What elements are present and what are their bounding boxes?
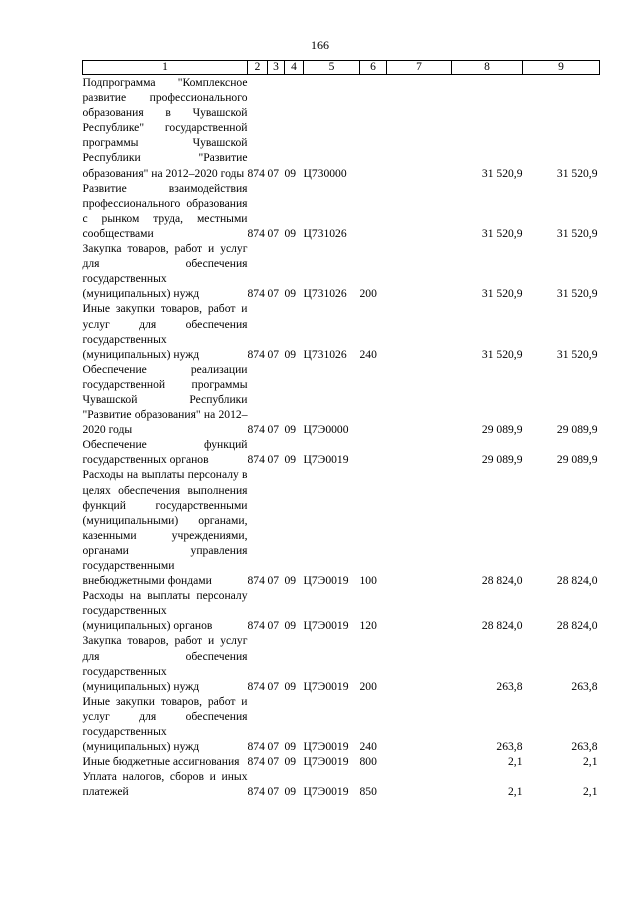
- table-header-row: [83, 61, 600, 75]
- subsection-code: 09: [284, 679, 297, 693]
- expense-type-code: 200: [359, 679, 377, 693]
- section-code: 07: [267, 755, 280, 769]
- ministry-code: 874: [247, 287, 265, 301]
- amount-column-8: 28 824,0: [481, 574, 523, 588]
- table-row: [83, 754, 600, 769]
- column-7-value: [387, 588, 452, 633]
- column-7-value: [387, 301, 452, 361]
- column-header: 6: [360, 61, 387, 75]
- expense-type-code: 850: [359, 785, 377, 799]
- item-name: Расходы на выплаты персоналу в целях обеспечения выполнения функций государственными (муниципальными) органами, казенными учреждениями, органами управления государственными внебюджетными фондами: [82, 468, 248, 588]
- column-header: 4: [285, 61, 304, 75]
- column-7-value: [387, 362, 452, 437]
- section-code: 07: [267, 619, 280, 633]
- page-number: 166: [311, 38, 329, 52]
- subsection-code: 09: [284, 347, 297, 361]
- subsection-code: 09: [284, 619, 297, 633]
- target-article-code: Ц7Э0019: [303, 740, 349, 754]
- expense-type-code: 240: [359, 740, 377, 754]
- amount-column-8: 31 520,9: [481, 226, 523, 240]
- target-article-code: Ц7Э0019: [303, 679, 349, 693]
- amount-column-9: 31 520,9: [556, 226, 598, 240]
- item-name: Подпрограмма "Комплексное развитие профессионального образования в Чувашской Республике" государственной программы Чувашской Республики "Развитие образования" на 2012–2020 годы: [82, 76, 248, 180]
- amount-column-9: 2,1: [583, 755, 598, 769]
- amount-column-8: 31 520,9: [481, 287, 523, 301]
- item-name: Обеспечение реализации государственной программы Чувашской Республики "Развитие образования" на 2012–2020 годы: [82, 362, 248, 437]
- table-row: [83, 75, 600, 181]
- amount-column-9: 28 824,0: [556, 619, 598, 633]
- ministry-code: 874: [247, 785, 265, 799]
- item-name: Закупка товаров, работ и услуг для обеспечения государственных (муниципальных) нужд: [82, 634, 248, 693]
- column-header: 3: [268, 61, 285, 75]
- item-name: Уплата налогов, сборов и иных платежей: [82, 770, 248, 799]
- amount-column-8: 263,8: [496, 679, 523, 693]
- amount-column-9: 31 520,9: [556, 287, 598, 301]
- ministry-code: 874: [247, 423, 265, 437]
- ministry-code: 874: [247, 347, 265, 361]
- expense-type-code: [360, 362, 387, 437]
- ministry-code: 874: [247, 679, 265, 693]
- expense-type-code: 120: [359, 619, 377, 633]
- amount-column-9: 31 520,9: [556, 347, 598, 361]
- section-code: 07: [267, 423, 280, 437]
- target-article-code: Ц731026: [303, 287, 347, 301]
- subsection-code: 09: [284, 287, 297, 301]
- column-7-value: [387, 75, 452, 181]
- table-row: [83, 633, 600, 693]
- expense-type-code: 200: [359, 287, 377, 301]
- amount-column-9: 29 089,9: [556, 423, 598, 437]
- amount-column-9: 28 824,0: [556, 574, 598, 588]
- section-code: 07: [267, 347, 280, 361]
- subsection-code: 09: [284, 785, 297, 799]
- item-name: Иные бюджетные ассигнования: [82, 755, 240, 769]
- amount-column-8: 2,1: [508, 755, 523, 769]
- item-name: Иные закупки товаров, работ и услуг для обеспечения государственных (муниципальных) нужд: [82, 302, 248, 361]
- expense-type-code: [360, 75, 387, 181]
- amount-column-8: 29 089,9: [481, 423, 523, 437]
- column-7-value: [387, 181, 452, 241]
- target-article-code: Ц7Э0019: [303, 453, 349, 467]
- section-code: 07: [267, 226, 280, 240]
- target-article-code: Ц730000: [303, 166, 347, 180]
- target-article-code: Ц7Э0019: [303, 574, 349, 588]
- amount-column-8: 2,1: [508, 785, 523, 799]
- table-row: [83, 181, 600, 241]
- subsection-code: 09: [284, 755, 297, 769]
- ministry-code: 874: [247, 166, 265, 180]
- section-code: 07: [267, 166, 280, 180]
- column-header: 2: [248, 61, 268, 75]
- column-header: 7: [387, 61, 452, 75]
- ministry-code: 874: [247, 755, 265, 769]
- amount-column-9: 263,8: [571, 679, 598, 693]
- section-code: 07: [267, 679, 280, 693]
- amount-column-9: 263,8: [571, 740, 598, 754]
- subsection-code: 09: [284, 574, 297, 588]
- column-7-value: [387, 769, 452, 799]
- amount-column-9: 31 520,9: [556, 166, 598, 180]
- ministry-code: 874: [247, 740, 265, 754]
- column-7-value: [387, 694, 452, 754]
- table-row: [83, 467, 600, 588]
- ministry-code: 874: [247, 453, 265, 467]
- target-article-code: Ц7Э0019: [303, 619, 349, 633]
- table-row: [83, 769, 600, 799]
- section-code: 07: [267, 574, 280, 588]
- subsection-code: 09: [284, 453, 297, 467]
- subsection-code: 09: [284, 226, 297, 240]
- table-row: [83, 437, 600, 467]
- table-row: [83, 694, 600, 754]
- table-row: [83, 241, 600, 301]
- column-7-value: [387, 241, 452, 301]
- subsection-code: 09: [284, 740, 297, 754]
- amount-column-8: 29 089,9: [481, 453, 523, 467]
- section-code: 07: [267, 287, 280, 301]
- item-name: Закупка товаров, работ и услуг для обеспечения государственных (муниципальных) нужд: [82, 242, 248, 301]
- target-article-code: Ц731026: [303, 226, 347, 240]
- amount-column-9: 29 089,9: [556, 453, 598, 467]
- section-code: 07: [267, 453, 280, 467]
- item-name: Обеспечение функций государственных органов: [82, 438, 248, 467]
- table-row: [83, 301, 600, 361]
- amount-column-8: 31 520,9: [481, 347, 523, 361]
- item-name: Иные закупки товаров, работ и услуг для обеспечения государственных (муниципальных) нужд: [82, 694, 248, 754]
- target-article-code: Ц731026: [303, 347, 347, 361]
- table-row: [83, 588, 600, 633]
- target-article-code: Ц7Э0019: [303, 755, 349, 769]
- expense-type-code: [360, 181, 387, 241]
- item-name: Расходы на выплаты персоналу государственных (муниципальных) органов: [82, 589, 248, 633]
- ministry-code: 874: [247, 574, 265, 588]
- section-code: 07: [267, 785, 280, 799]
- amount-column-8: 31 520,9: [481, 166, 523, 180]
- subsection-code: 09: [284, 423, 297, 437]
- item-name: Развитие взаимодействия профессионального образования с рынком труда, местными сообществами: [82, 181, 248, 240]
- amount-column-8: 263,8: [496, 740, 523, 754]
- budget-table: [82, 60, 600, 800]
- ministry-code: 874: [247, 226, 265, 240]
- subsection-code: 09: [284, 166, 297, 180]
- column-7-value: [387, 437, 452, 467]
- expense-type-code: [360, 437, 387, 467]
- target-article-code: Ц7Э0019: [303, 785, 349, 799]
- column-header: 9: [523, 61, 600, 75]
- column-7-value: [387, 754, 452, 769]
- section-code: 07: [267, 740, 280, 754]
- expense-type-code: 240: [359, 347, 377, 361]
- column-7-value: [387, 633, 452, 693]
- expense-type-code: 100: [359, 574, 377, 588]
- table-row: [83, 362, 600, 437]
- column-7-value: [387, 467, 452, 588]
- expense-type-code: 800: [359, 755, 377, 769]
- ministry-code: 874: [247, 619, 265, 633]
- column-header: 5: [304, 61, 360, 75]
- column-header: 1: [83, 61, 248, 75]
- column-header: 8: [452, 61, 523, 75]
- amount-column-9: 2,1: [583, 785, 598, 799]
- target-article-code: Ц7Э0000: [303, 423, 349, 437]
- amount-column-8: 28 824,0: [481, 619, 523, 633]
